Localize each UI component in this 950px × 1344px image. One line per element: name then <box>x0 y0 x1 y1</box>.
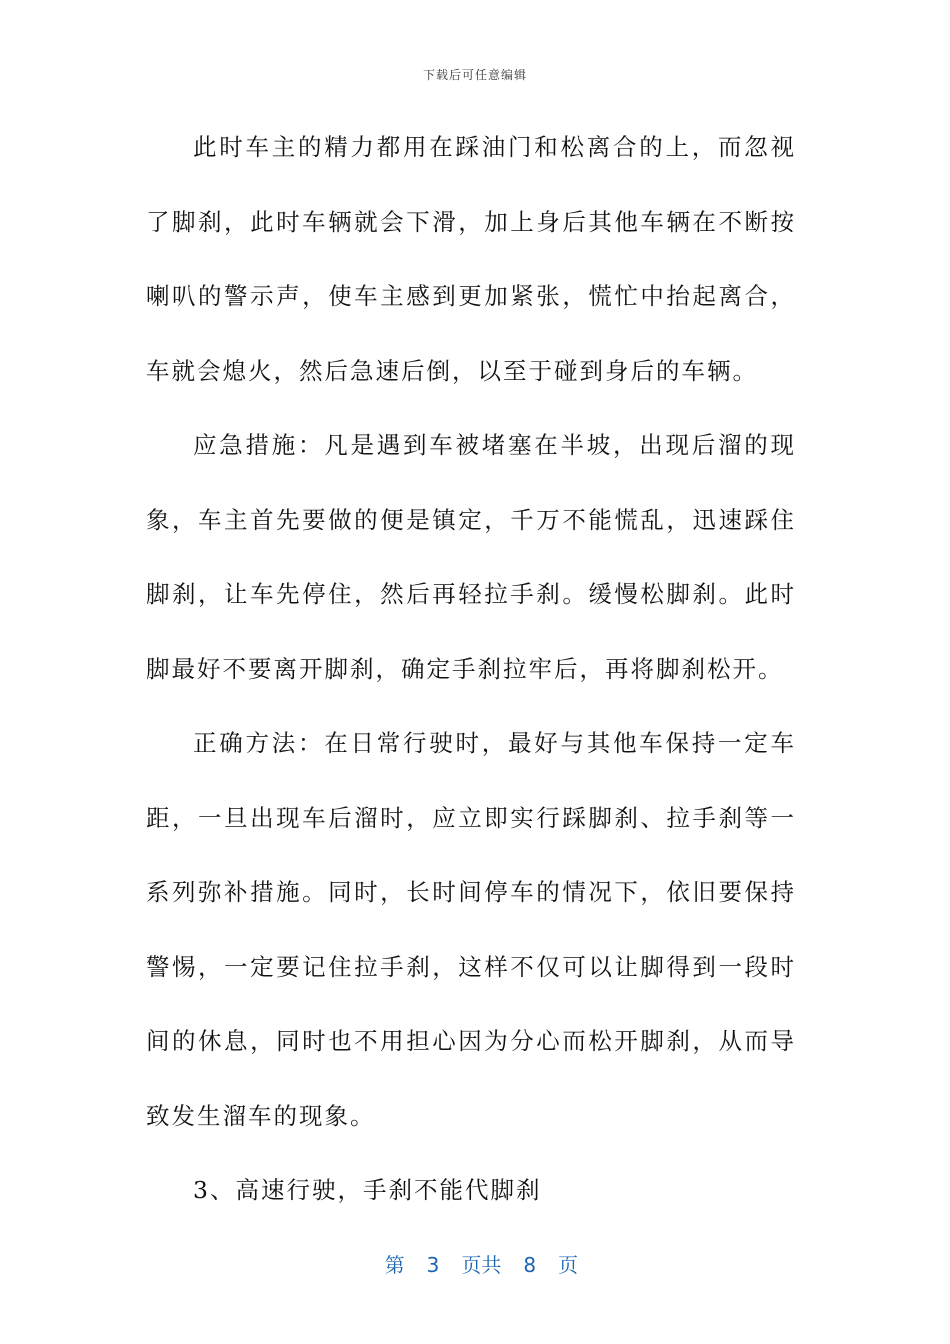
footer-current-page: 3 <box>426 1253 440 1277</box>
footer-middle: 页共 <box>461 1253 502 1277</box>
footer-suffix: 页 <box>558 1253 579 1277</box>
section-heading: 3、高速行驶，手刹不能代脚刹 <box>193 1176 542 1204</box>
footer-total-pages: 8 <box>523 1253 537 1277</box>
page-footer <box>0 1225 950 1278</box>
page-header: 下载后可任意编辑 <box>422 68 527 82</box>
document-body <box>146 110 796 1228</box>
paragraph-3: 正确方法：在日常行驶时，最好与其他车保持一定车距，一旦出现车后溜时，应立即实行踩脚刹、拉手刹等一系列弥补措施。同时，长时间停车的情况下，依旧要保持警惕，一定要记住拉手刹，这样不仅可以让脚得到一段时间的休息，同时也不用担心因为分心而松开脚刹，从而导致发生溜车的现象。 <box>146 729 796 1130</box>
paragraph-2: 应急措施：凡是遇到车被堵塞在半坡，出现后溜的现象，车主首先要做的便是镇定，千万不能慌乱，迅速踩住脚刹，让车先停住，然后再轻拉手刹。缓慢松脚刹。此时脚最好不要离开脚刹，确定手刹拉牢后，再将脚刹松开。 <box>146 431 796 683</box>
footer-prefix: 第 <box>384 1253 405 1277</box>
paragraph-1: 此时车主的精力都用在踩油门和松离合的上，而忽视了脚刹，此时车辆就会下滑，加上身后其他车辆在不断按喇叭的警示声，使车主感到更加紧张，慌忙中抬起离合，车就会熄火，然后急速后倒，以至于碰到身后的车辆。 <box>146 133 796 385</box>
